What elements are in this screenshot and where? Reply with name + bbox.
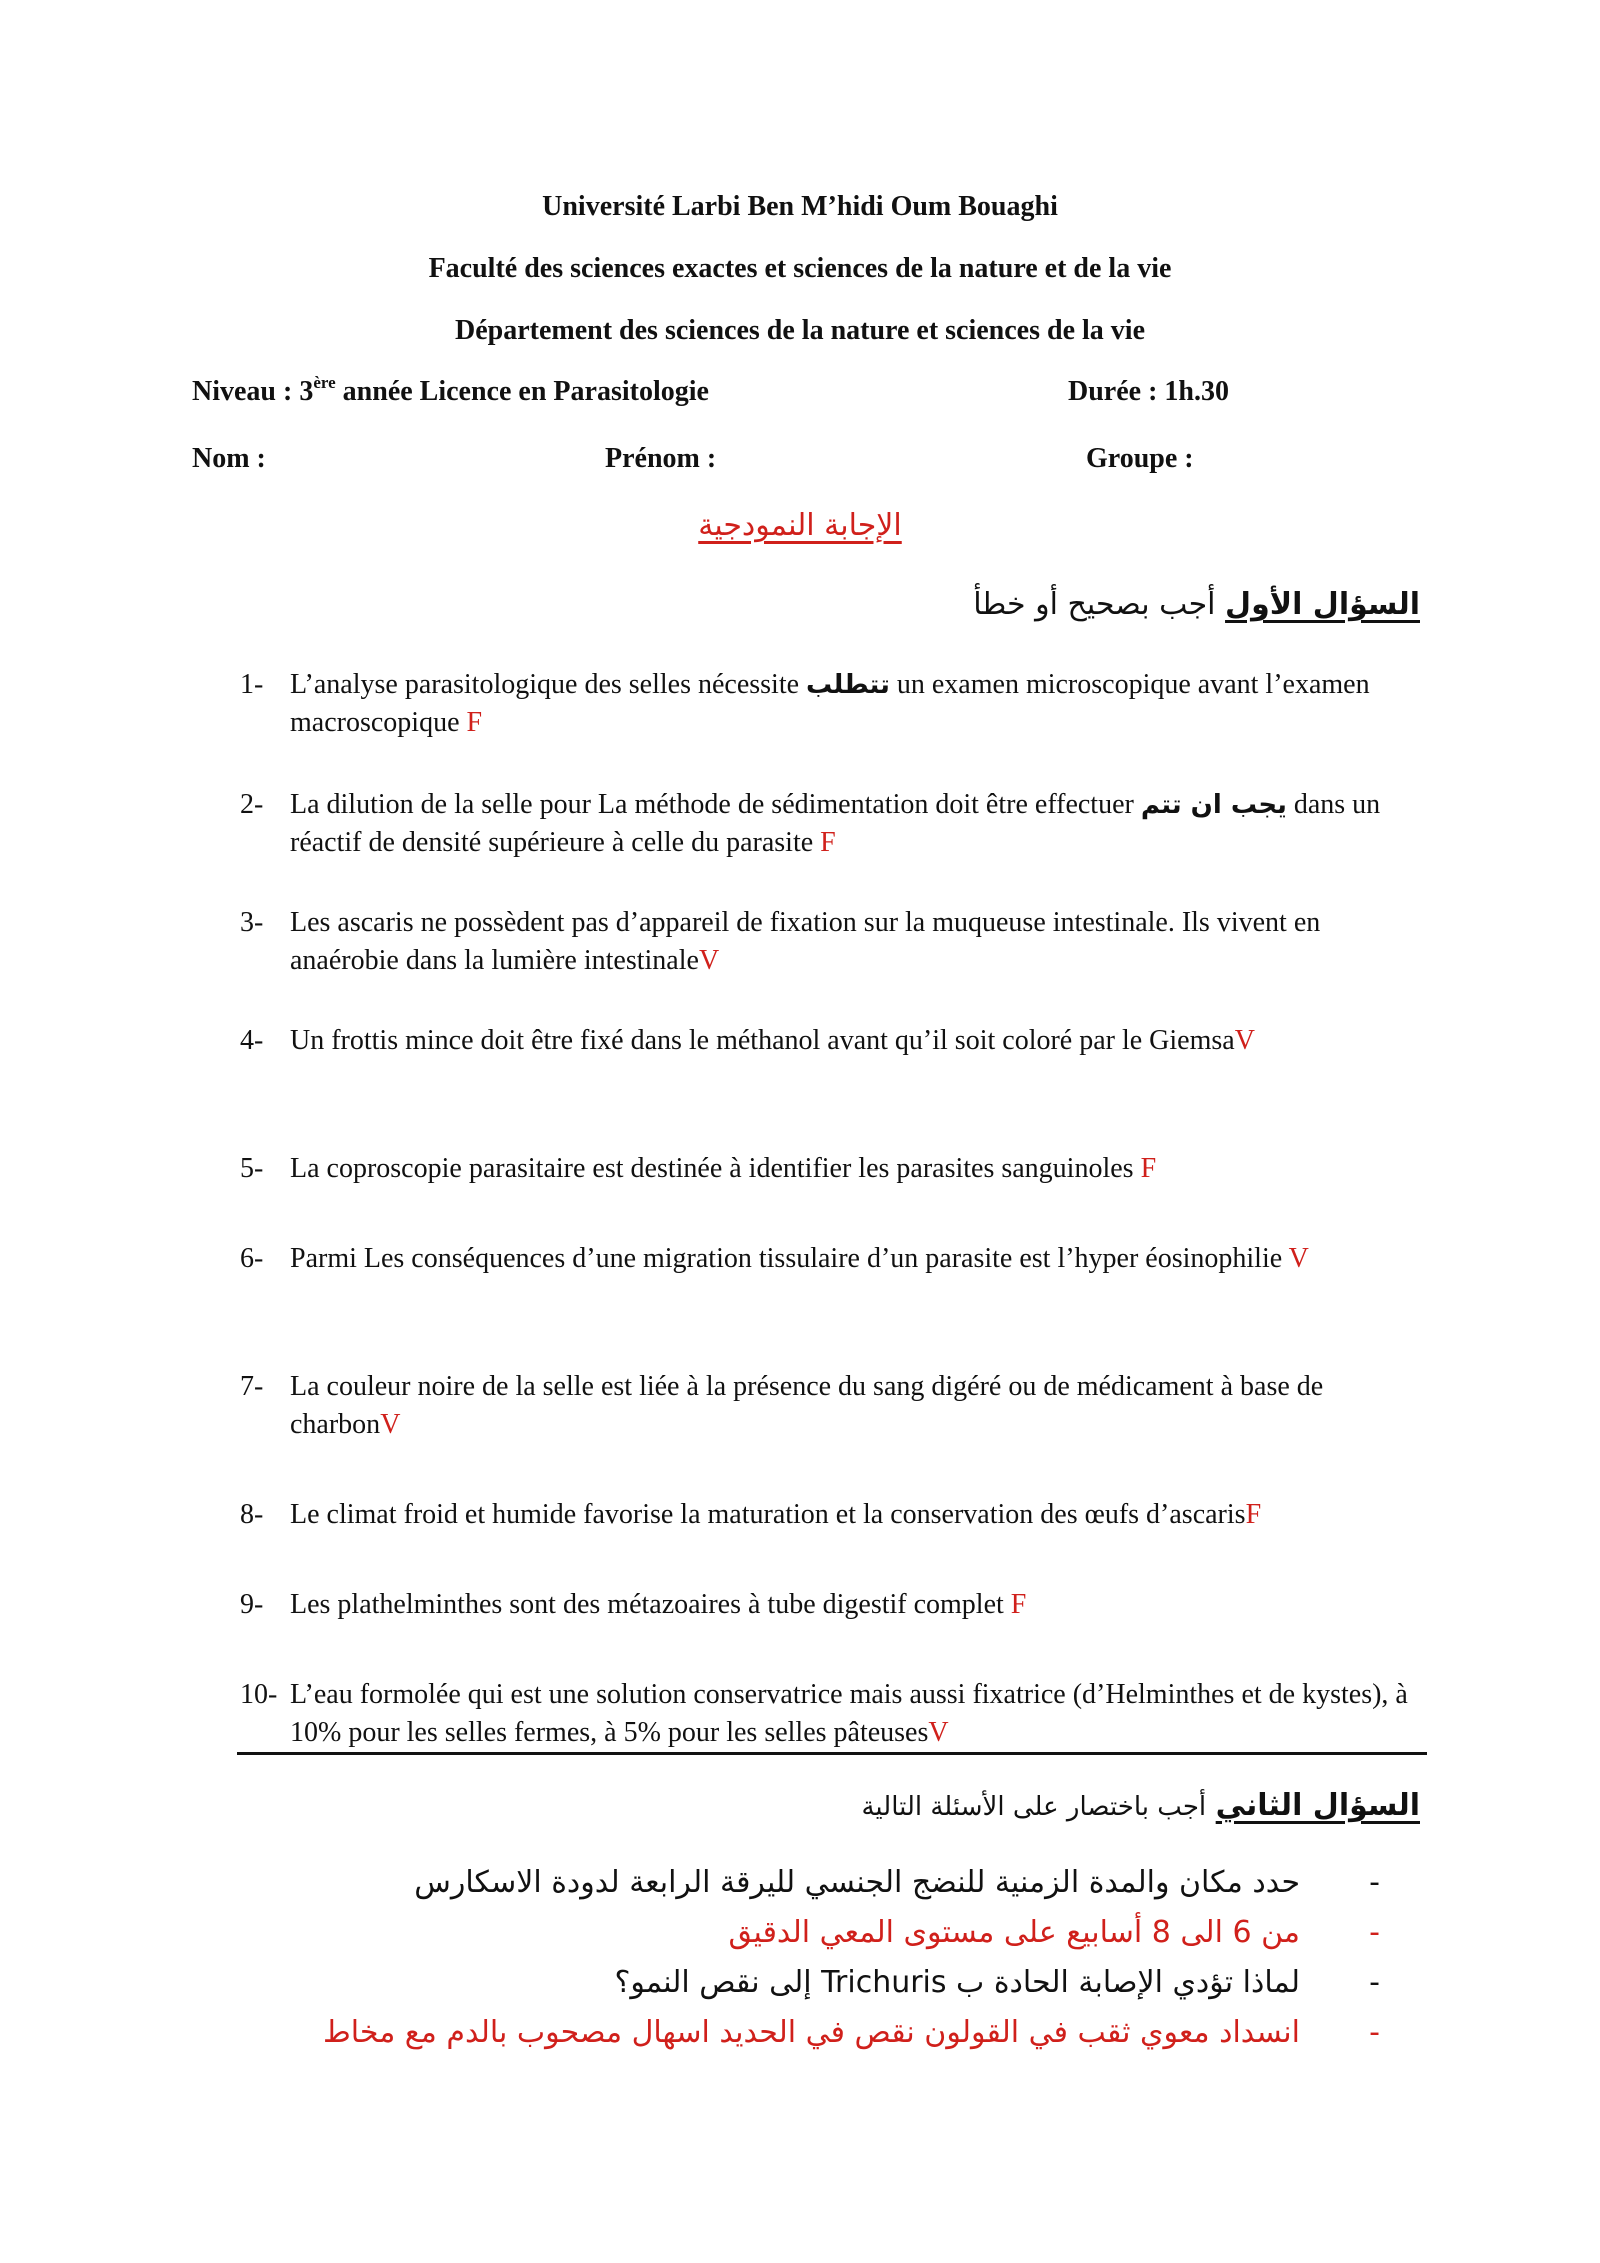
item-statement-continued: dans un réactif de densité supérieure à celle du parasite xyxy=(290,789,1381,858)
item-statement: La coproscopie parasitaire est destinée à identifier les parasites sanguinoles xyxy=(290,1153,1141,1184)
item-text xyxy=(290,1496,1410,1534)
item-statement-continued: un examen microscopique avant l’examen macroscopique xyxy=(290,669,1370,738)
item-statement: L’eau formolée qui est une solution conservatrice mais aussi fixatrice (d’Helminthes et de kystes), à 10% pour les selles fermes, à 5% pour les selles pâteuses xyxy=(290,1679,1408,1748)
group-field-label: Groupe : xyxy=(1086,443,1194,474)
level-suffix: année Licence en Parasitologie xyxy=(335,376,709,407)
item-statement: La dilution de la selle pour La méthode de sédimentation doit être effectuer xyxy=(290,789,1141,820)
item-statement: Un frottis mince doit être fixé dans le méthanol avant qu’il soit coloré par le Giemsa xyxy=(290,1025,1235,1056)
item-answer: F xyxy=(1140,1153,1157,1184)
question2-label: السؤال الثاني xyxy=(1215,1788,1420,1823)
true-false-item xyxy=(240,1022,1410,1060)
item-number: 4- xyxy=(240,1025,264,1056)
model-answer-title xyxy=(0,506,1600,546)
model-answer-title-text: الإجابة النمودجية xyxy=(698,508,902,543)
university-name: Université Larbi Ben M’hidi Oum Bouaghi xyxy=(542,191,1058,222)
true-false-item xyxy=(240,666,1410,742)
item-number: 6- xyxy=(240,1243,264,1274)
item-number: 1- xyxy=(240,669,264,700)
bullet-dash: - xyxy=(1369,2015,1380,2050)
line-text: حدد مكان والمدة الزمنية للنضج الجنسي لليرقة الرابعة لدودة الاسكارس xyxy=(414,1865,1300,1900)
item-arabic-gloss: تتطلب xyxy=(806,670,890,700)
item-answer: V xyxy=(1288,1243,1309,1274)
line-text: من 6 الى 8 أسابيع على مستوى المعي الدقيق xyxy=(728,1915,1300,1950)
item-statement: La couleur noire de la selle est liée à la présence du sang digéré ou de médicament à base de charbon xyxy=(290,1371,1324,1440)
true-false-item xyxy=(240,1496,1410,1534)
level-superscript: ère xyxy=(313,372,336,392)
line-text: انسداد معوي ثقب في القولون نقص في الحديد اسهال مصحوب بالدم مع مخاط xyxy=(322,2015,1300,2050)
item-number: 9- xyxy=(240,1589,264,1620)
item-answer: V xyxy=(928,1717,949,1748)
latin-term: Trichuris xyxy=(821,1965,947,2000)
item-text xyxy=(290,1240,1410,1278)
name-field-label: Nom : xyxy=(192,443,266,474)
bullet-dash: - xyxy=(1369,1865,1380,1900)
question2-instruction: أجب باختصار على الأسئلة التالية xyxy=(861,1792,1207,1822)
true-false-item xyxy=(240,786,1410,862)
true-false-item xyxy=(240,1240,1410,1278)
item-number: 8- xyxy=(240,1499,264,1530)
bullet-dash: - xyxy=(1369,1915,1380,1950)
item-text xyxy=(290,1368,1410,1444)
question1-heading xyxy=(973,585,1420,625)
item-number: 5- xyxy=(240,1153,264,1184)
item-text xyxy=(290,666,1410,742)
item-number: 2- xyxy=(240,789,264,820)
level-label xyxy=(192,372,709,409)
item-number: 10- xyxy=(240,1679,278,1710)
true-false-item xyxy=(240,1368,1410,1444)
item-text xyxy=(290,1586,1410,1624)
item-number: 3- xyxy=(240,907,264,938)
duration-label: Durée : 1h.30 xyxy=(1068,376,1229,407)
item-statement: L’analyse parasitologique des selles nécessite xyxy=(290,669,807,700)
true-false-item xyxy=(240,1676,1410,1752)
line-text-continued: إلى نقص النمو؟ xyxy=(614,1965,822,2000)
bullet-dash: - xyxy=(1369,1965,1380,2000)
level-prefix: Niveau : 3 xyxy=(192,376,314,407)
question-line xyxy=(155,1858,1380,1908)
line-text: لماذا تؤدي الإصابة الحادة ب xyxy=(946,1965,1300,2000)
answer-line xyxy=(155,2008,1380,2058)
item-answer: F xyxy=(1245,1499,1262,1530)
item-text xyxy=(290,1150,1410,1188)
true-false-item xyxy=(240,1586,1410,1624)
first-name-field-label: Prénom : xyxy=(605,443,717,474)
question-line xyxy=(155,1958,1380,2008)
item-statement: Les plathelminthes sont des métazoaires à tube digestif complet xyxy=(290,1589,1011,1620)
item-answer: V xyxy=(1234,1025,1255,1056)
item-answer: V xyxy=(380,1409,401,1440)
question2-heading xyxy=(861,1786,1420,1827)
item-arabic-gloss: يجب ان تتم xyxy=(1140,790,1287,820)
item-text xyxy=(290,1022,1410,1060)
true-false-item xyxy=(240,1150,1410,1188)
question1-label: السؤال الأول xyxy=(1225,587,1420,622)
item-answer: F xyxy=(466,707,483,738)
item-statement: Parmi Les conséquences d’une migration tissulaire d’un parasite est l’hyper éosinophilie xyxy=(290,1243,1289,1274)
section-divider xyxy=(237,1752,1427,1755)
true-false-item xyxy=(240,904,1410,980)
item-text xyxy=(290,1676,1410,1752)
item-text xyxy=(290,904,1410,980)
item-number: 7- xyxy=(240,1371,264,1402)
item-answer: F xyxy=(820,827,836,858)
item-text xyxy=(290,786,1410,862)
item-answer: F xyxy=(1010,1589,1027,1620)
answer-line xyxy=(155,1908,1380,1958)
question1-instruction: أجب بصحيح أو خطأ xyxy=(973,587,1216,622)
faculty-name: Faculté des sciences exactes et sciences de la nature et de la vie xyxy=(428,253,1172,284)
item-statement: Le climat froid et humide favorise la maturation et la conservation des œufs d’ascaris xyxy=(290,1499,1246,1530)
department-name: Département des sciences de la nature et sciences de la vie xyxy=(455,315,1145,346)
item-answer: V xyxy=(698,945,720,976)
question2-lines xyxy=(155,1858,1380,2058)
item-statement: Les ascaris ne possèdent pas d’appareil de fixation sur la muqueuse intestinale. Ils vivent en anaérobie dans la lumière intestinale xyxy=(290,907,1321,976)
